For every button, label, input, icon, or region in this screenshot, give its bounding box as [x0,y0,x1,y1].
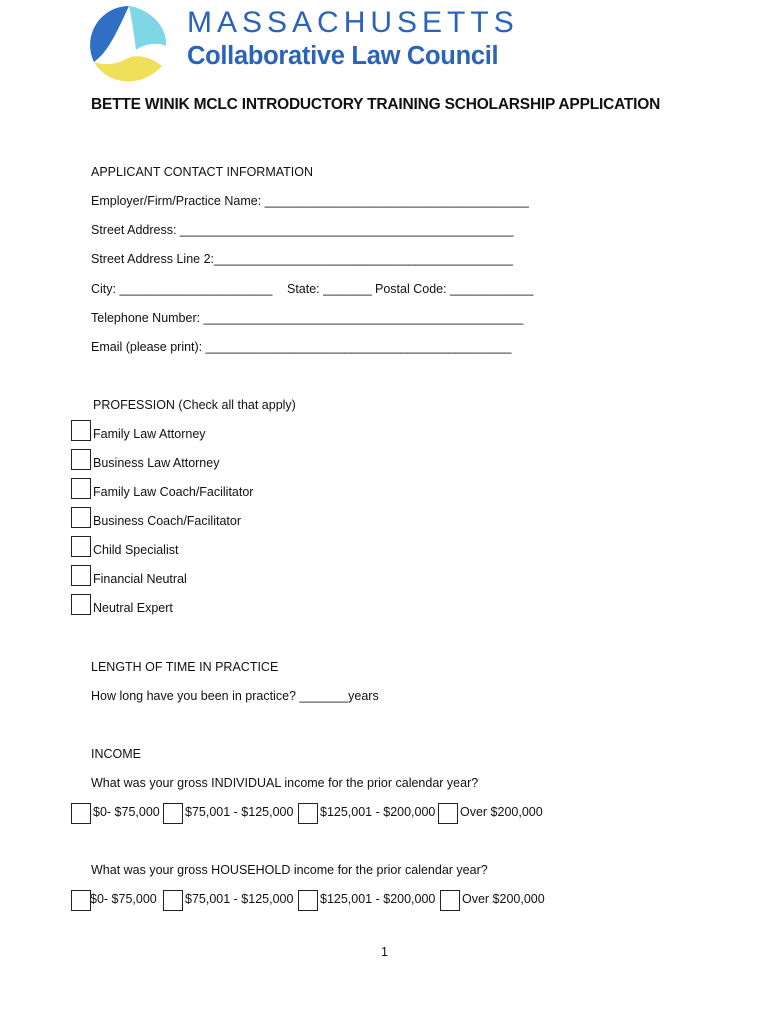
page-title: BETTE WINIK MCLC INTRODUCTORY TRAINING SCHOLARSHIP APPLICATION [91,96,661,113]
profession-option-label: Business Coach/Facilitator [93,514,241,528]
street-address-2-field[interactable]: Street Address Line 2:___________________________________________ [91,252,513,266]
household-income-question: What was your gross HOUSEHOLD income for the prior calendar year? [91,863,488,877]
city-field[interactable]: City: ______________________ [91,282,273,296]
checkbox-individual-income-125-200k[interactable] [298,803,318,824]
individual-income-question: What was your gross INDIVIDUAL income for the prior calendar year? [91,776,479,790]
org-name-line2: Collaborative Law Council [187,42,499,70]
income-heading: INCOME [91,747,141,761]
checkbox-household-income-0-75k[interactable] [71,890,91,911]
profession-option-label: Family Law Coach/Facilitator [93,485,254,499]
employer-field[interactable]: Employer/Firm/Practice Name: ______________________________________ [91,194,529,208]
profession-option-label: Business Law Attorney [93,456,220,470]
contact-heading: APPLICANT CONTACT INFORMATION [91,165,314,179]
profession-option-label: Financial Neutral [93,572,187,586]
years-in-practice-field[interactable]: How long have you been in practice? _______years [91,689,379,703]
income-option-label: Over $200,000 [460,805,543,819]
profession-heading: PROFESSION (Check all that apply) [93,398,296,412]
income-option-label: $0- $75,000 [90,892,157,906]
checkbox-business-coach[interactable] [71,507,91,528]
checkbox-business-law-attorney[interactable] [71,449,91,470]
street-address-field[interactable]: Street Address: ________________________________________________ [91,223,514,237]
checkbox-family-law-coach[interactable] [71,478,91,499]
checkbox-child-specialist[interactable] [71,536,91,557]
email-field[interactable]: Email (please print): ____________________________________________ [91,340,512,354]
income-option-label: $125,001 - $200,000 [320,892,436,906]
org-name-line1: MASSACHUSETTS [187,6,519,39]
income-option-label: Over $200,000 [462,892,545,906]
income-option-label: $75,001 - $125,000 [185,892,294,906]
checkbox-household-income-75-125k[interactable] [163,890,183,911]
telephone-field[interactable]: Telephone Number: ______________________________________________ [91,311,524,325]
income-option-label: $125,001 - $200,000 [320,805,436,819]
practice-heading: LENGTH OF TIME IN PRACTICE [91,660,279,674]
postal-code-field[interactable]: Postal Code: ____________ [375,282,534,296]
income-option-label: $0- $75,000 [93,805,160,819]
checkbox-financial-neutral[interactable] [71,565,91,586]
checkbox-family-law-attorney[interactable] [71,420,91,441]
profession-option-label: Neutral Expert [93,601,173,615]
profession-option-label: Child Specialist [93,543,179,557]
logo [88,4,170,86]
profession-option-label: Family Law Attorney [93,427,206,441]
checkbox-neutral-expert[interactable] [71,594,91,615]
page-number: 1 [381,945,388,959]
logo-emblem-icon [88,4,170,86]
checkbox-individual-income-0-75k[interactable] [71,803,91,824]
state-field[interactable]: State: _______ [287,282,372,296]
checkbox-household-income-over-200k[interactable] [440,890,460,911]
income-option-label: $75,001 - $125,000 [185,805,294,819]
checkbox-individual-income-over-200k[interactable] [438,803,458,824]
checkbox-household-income-125-200k[interactable] [298,890,318,911]
checkbox-individual-income-75-125k[interactable] [163,803,183,824]
